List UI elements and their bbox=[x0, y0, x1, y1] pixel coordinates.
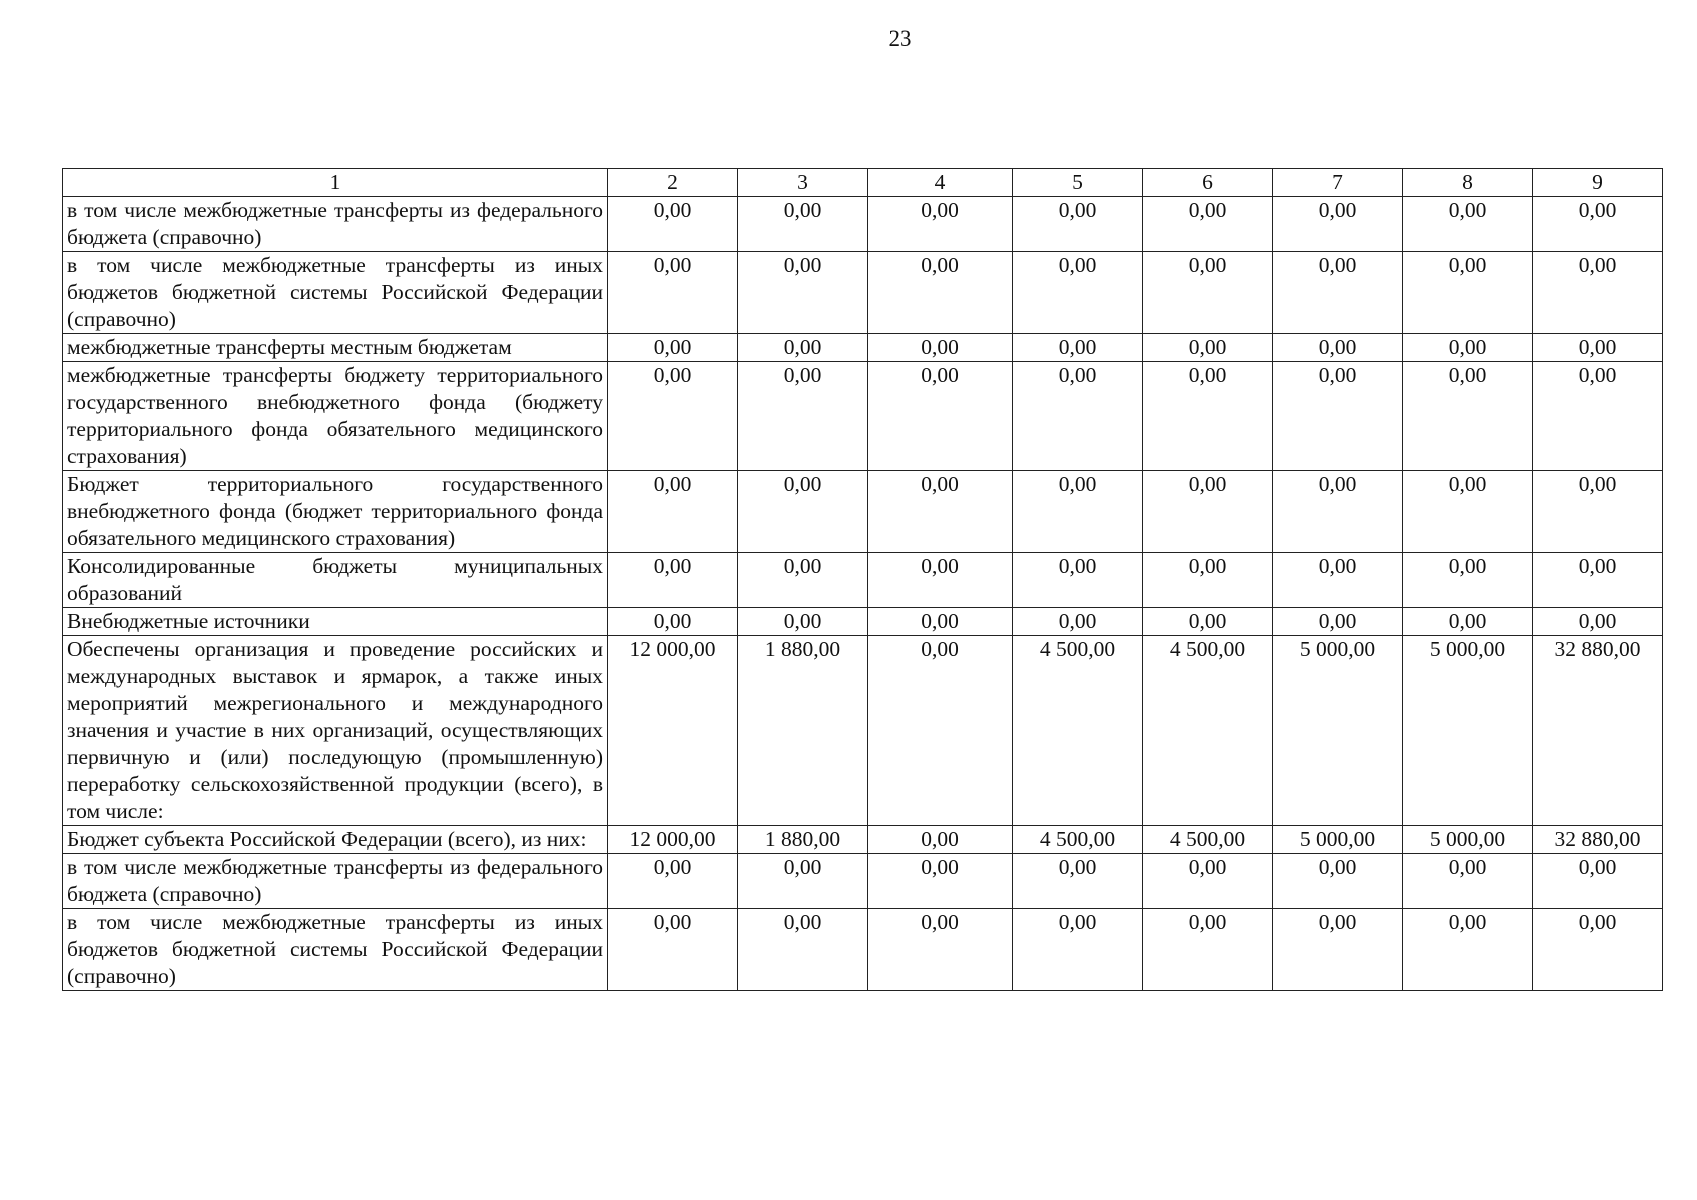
value-cell: 0,00 bbox=[1013, 553, 1143, 608]
column-header-5: 5 bbox=[1013, 169, 1143, 197]
value-cell: 0,00 bbox=[1143, 471, 1273, 553]
value-cell: 0,00 bbox=[1013, 197, 1143, 252]
row-label: в том числе межбюджетные трансферты из иных бюджетов бюджетной системы Российской Федерации (справочно) bbox=[63, 909, 608, 991]
value-cell: 0,00 bbox=[1273, 909, 1403, 991]
value-cell: 4 500,00 bbox=[1013, 826, 1143, 854]
value-cell: 0,00 bbox=[738, 334, 868, 362]
value-cell: 0,00 bbox=[608, 334, 738, 362]
value-cell: 0,00 bbox=[868, 636, 1013, 826]
value-cell: 0,00 bbox=[868, 362, 1013, 471]
table-row bbox=[63, 636, 1663, 826]
row-label: в том числе межбюджетные трансферты из иных бюджетов бюджетной системы Российской Федерации (справочно) bbox=[63, 252, 608, 334]
value-cell: 0,00 bbox=[1143, 197, 1273, 252]
value-cell: 0,00 bbox=[1013, 608, 1143, 636]
value-cell: 0,00 bbox=[738, 608, 868, 636]
row-label: в том числе межбюджетные трансферты из федерального бюджета (справочно) bbox=[63, 197, 608, 252]
value-cell: 0,00 bbox=[1273, 471, 1403, 553]
table-row bbox=[63, 197, 1663, 252]
value-cell: 0,00 bbox=[1273, 197, 1403, 252]
value-cell: 0,00 bbox=[1533, 334, 1663, 362]
value-cell: 0,00 bbox=[608, 252, 738, 334]
value-cell: 5 000,00 bbox=[1403, 636, 1533, 826]
table-row bbox=[63, 854, 1663, 909]
value-cell: 0,00 bbox=[738, 197, 868, 252]
value-cell: 0,00 bbox=[1403, 553, 1533, 608]
table-row bbox=[63, 362, 1663, 471]
row-label: Консолидированные бюджеты муниципальных образований bbox=[63, 553, 608, 608]
value-cell: 0,00 bbox=[1143, 252, 1273, 334]
value-cell: 12 000,00 bbox=[608, 636, 738, 826]
table-row bbox=[63, 252, 1663, 334]
value-cell: 32 880,00 bbox=[1533, 636, 1663, 826]
value-cell: 5 000,00 bbox=[1403, 826, 1533, 854]
value-cell: 4 500,00 bbox=[1013, 636, 1143, 826]
value-cell: 0,00 bbox=[738, 553, 868, 608]
value-cell: 0,00 bbox=[868, 252, 1013, 334]
table-row bbox=[63, 608, 1663, 636]
value-cell: 0,00 bbox=[738, 252, 868, 334]
table-header bbox=[63, 169, 1663, 197]
value-cell: 0,00 bbox=[1273, 334, 1403, 362]
table-row bbox=[63, 471, 1663, 553]
value-cell: 32 880,00 bbox=[1533, 826, 1663, 854]
value-cell: 0,00 bbox=[608, 909, 738, 991]
value-cell: 0,00 bbox=[868, 334, 1013, 362]
value-cell: 0,00 bbox=[1273, 252, 1403, 334]
value-cell: 0,00 bbox=[1403, 909, 1533, 991]
value-cell: 0,00 bbox=[1273, 854, 1403, 909]
value-cell: 0,00 bbox=[1533, 909, 1663, 991]
value-cell: 0,00 bbox=[1013, 334, 1143, 362]
value-cell: 0,00 bbox=[1273, 362, 1403, 471]
value-cell: 0,00 bbox=[1533, 252, 1663, 334]
value-cell: 4 500,00 bbox=[1143, 636, 1273, 826]
column-header-9: 9 bbox=[1533, 169, 1663, 197]
column-header-4: 4 bbox=[868, 169, 1013, 197]
value-cell: 0,00 bbox=[1533, 197, 1663, 252]
budget-table bbox=[62, 168, 1663, 991]
row-label: Бюджет субъекта Российской Федерации (всего), из них: bbox=[63, 826, 608, 854]
value-cell: 0,00 bbox=[1143, 334, 1273, 362]
value-cell: 0,00 bbox=[1403, 252, 1533, 334]
value-cell: 0,00 bbox=[1143, 909, 1273, 991]
value-cell: 0,00 bbox=[1143, 608, 1273, 636]
page-number: 23 bbox=[888, 26, 912, 51]
value-cell: 0,00 bbox=[868, 909, 1013, 991]
header-row bbox=[63, 169, 1663, 197]
column-header-7: 7 bbox=[1273, 169, 1403, 197]
value-cell: 0,00 bbox=[868, 854, 1013, 909]
value-cell: 0,00 bbox=[1403, 608, 1533, 636]
value-cell: 0,00 bbox=[1403, 197, 1533, 252]
value-cell: 0,00 bbox=[1143, 553, 1273, 608]
value-cell: 0,00 bbox=[738, 854, 868, 909]
table-row bbox=[63, 826, 1663, 854]
value-cell: 1 880,00 bbox=[738, 826, 868, 854]
value-cell: 0,00 bbox=[738, 471, 868, 553]
value-cell: 0,00 bbox=[738, 362, 868, 471]
value-cell: 0,00 bbox=[1143, 362, 1273, 471]
value-cell: 0,00 bbox=[738, 909, 868, 991]
value-cell: 0,00 bbox=[868, 197, 1013, 252]
value-cell: 5 000,00 bbox=[1273, 826, 1403, 854]
column-header-6: 6 bbox=[1143, 169, 1273, 197]
row-label: Бюджет территориального государственного внебюджетного фонда (бюджет территориального фонда обязательного медицинского страхования) bbox=[63, 471, 608, 553]
row-label: межбюджетные трансферты бюджету территориального государственного внебюджетного фонда (бюджету территориального фонда обязательного медицинского страхования) bbox=[63, 362, 608, 471]
column-header-8: 8 bbox=[1403, 169, 1533, 197]
value-cell: 0,00 bbox=[1403, 854, 1533, 909]
value-cell: 0,00 bbox=[608, 553, 738, 608]
value-cell: 0,00 bbox=[608, 197, 738, 252]
value-cell: 0,00 bbox=[1533, 608, 1663, 636]
value-cell: 0,00 bbox=[1013, 854, 1143, 909]
value-cell: 0,00 bbox=[608, 854, 738, 909]
value-cell: 0,00 bbox=[1533, 553, 1663, 608]
value-cell: 0,00 bbox=[608, 471, 738, 553]
table-row bbox=[63, 334, 1663, 362]
value-cell: 1 880,00 bbox=[738, 636, 868, 826]
value-cell: 0,00 bbox=[868, 826, 1013, 854]
value-cell: 0,00 bbox=[1533, 471, 1663, 553]
row-label: Обеспечены организация и проведение российских и международных выставок и ярмарок, а также иных мероприятий межрегионального и международного значения и участие в них организаций, осуществляющих первичную и (или) последующую (промышленную) переработку сельскохозяйственной продукции (всего), в том числе: bbox=[63, 636, 608, 826]
value-cell: 0,00 bbox=[868, 608, 1013, 636]
value-cell: 0,00 bbox=[1403, 334, 1533, 362]
value-cell: 0,00 bbox=[1533, 362, 1663, 471]
value-cell: 0,00 bbox=[1273, 608, 1403, 636]
value-cell: 0,00 bbox=[608, 608, 738, 636]
row-label: в том числе межбюджетные трансферты из федерального бюджета (справочно) bbox=[63, 854, 608, 909]
table-row bbox=[63, 553, 1663, 608]
value-cell: 0,00 bbox=[1013, 909, 1143, 991]
value-cell: 0,00 bbox=[1533, 854, 1663, 909]
value-cell: 0,00 bbox=[1013, 471, 1143, 553]
row-label: Внебюджетные источники bbox=[63, 608, 608, 636]
row-label: межбюджетные трансферты местным бюджетам bbox=[63, 334, 608, 362]
value-cell: 0,00 bbox=[1273, 553, 1403, 608]
value-cell: 0,00 bbox=[1143, 854, 1273, 909]
value-cell: 0,00 bbox=[1403, 362, 1533, 471]
value-cell: 0,00 bbox=[608, 362, 738, 471]
column-header-2: 2 bbox=[608, 169, 738, 197]
column-header-1: 1 bbox=[63, 169, 608, 197]
value-cell: 4 500,00 bbox=[1143, 826, 1273, 854]
table-body bbox=[63, 197, 1663, 991]
value-cell: 0,00 bbox=[1403, 471, 1533, 553]
value-cell: 0,00 bbox=[1013, 362, 1143, 471]
value-cell: 0,00 bbox=[868, 471, 1013, 553]
value-cell: 12 000,00 bbox=[608, 826, 738, 854]
value-cell: 5 000,00 bbox=[1273, 636, 1403, 826]
value-cell: 0,00 bbox=[868, 553, 1013, 608]
value-cell: 0,00 bbox=[1013, 252, 1143, 334]
column-header-3: 3 bbox=[738, 169, 868, 197]
table-row bbox=[63, 909, 1663, 991]
